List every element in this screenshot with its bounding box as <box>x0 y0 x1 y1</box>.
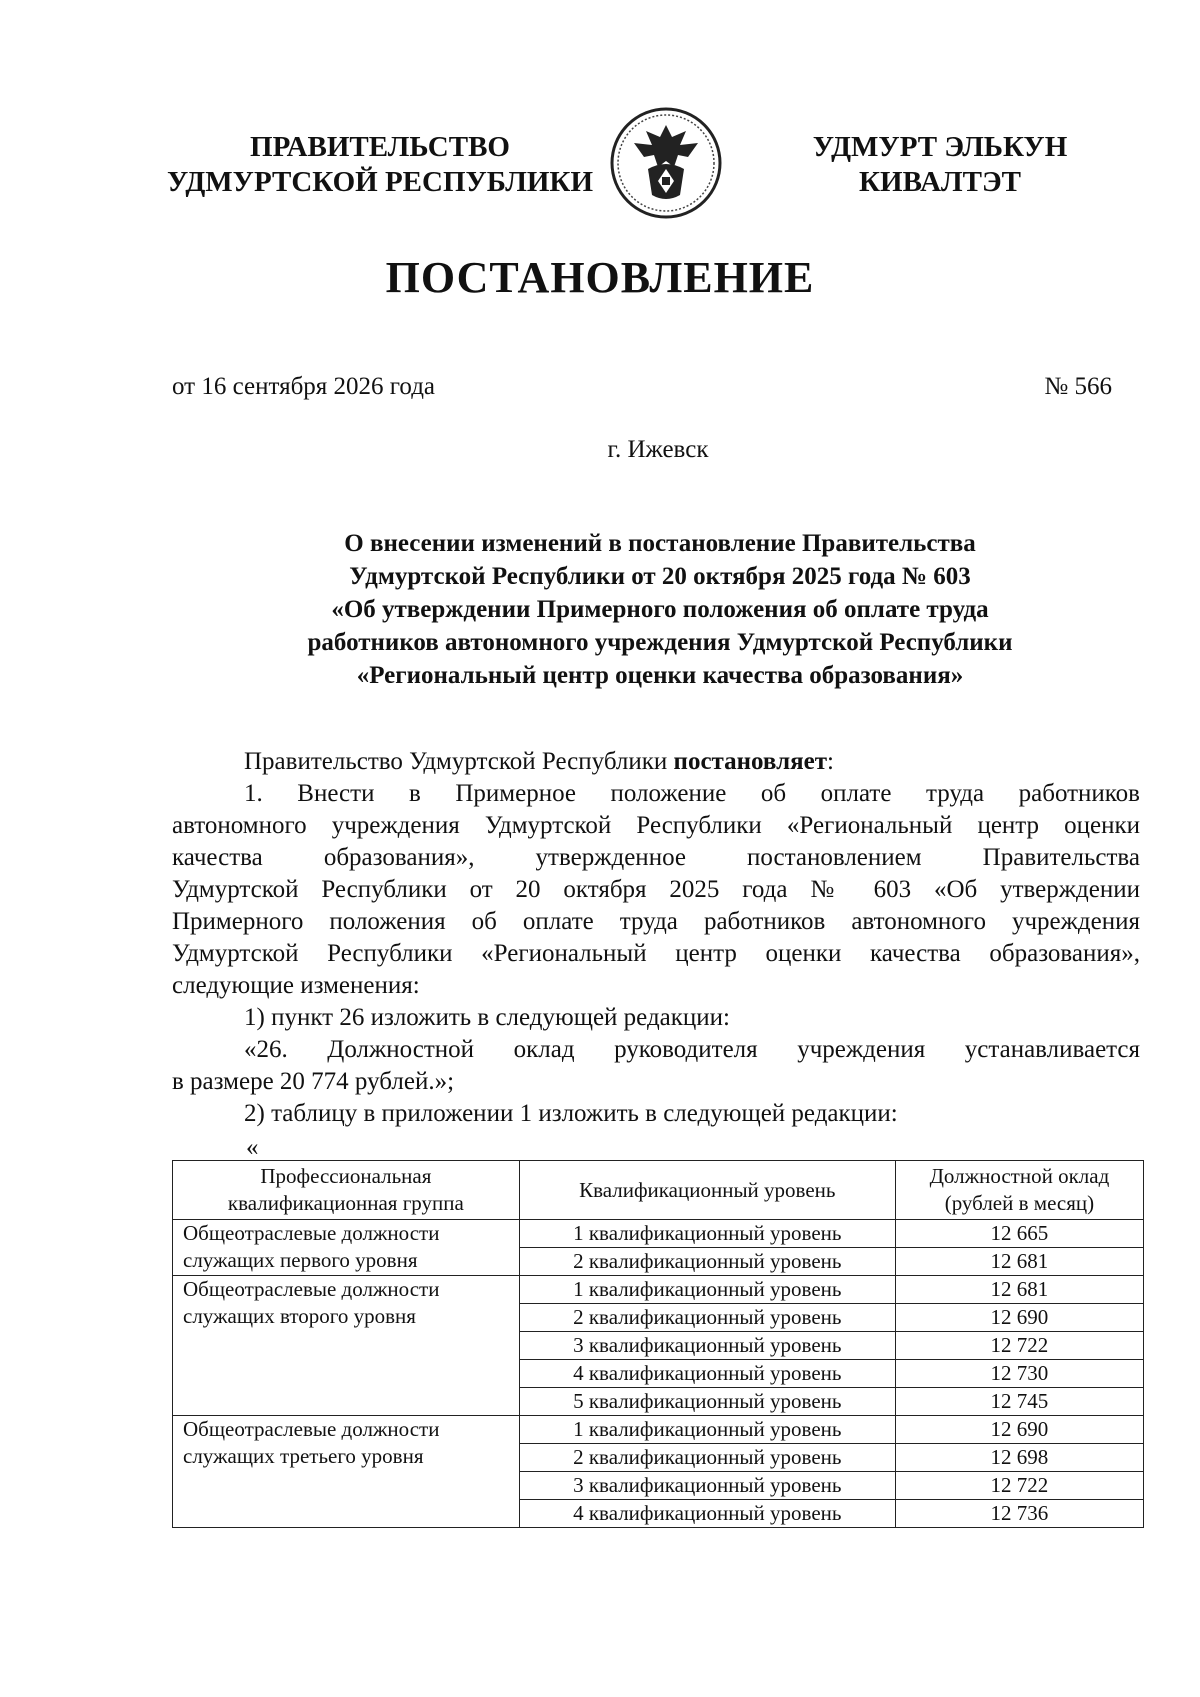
coat-of-arms-icon <box>608 105 724 221</box>
document-city: г. Ижевск <box>607 436 709 463</box>
table-header-row <box>173 1161 1144 1220</box>
paragraph-line: Примерного положения об оплате труда работников автономного учреждения <box>172 908 1140 935</box>
salary-cell: 12 736 <box>895 1500 1143 1528</box>
level-cell: 4 квалификационный уровень <box>519 1360 895 1388</box>
salary-table <box>172 1160 1144 1528</box>
group-cell: Общеотраслевые должности служащих третьего уровня <box>173 1416 520 1528</box>
heading-line: Удмуртской Республики от 20 октября 2025 года № 603 <box>349 563 971 590</box>
intro-verb: постановляет <box>673 748 828 775</box>
salary-cell: 12 681 <box>895 1276 1143 1304</box>
paragraph-line: следующие изменения: <box>172 972 420 999</box>
intro-paragraph <box>172 746 1140 778</box>
salary-cell: 12 681 <box>895 1248 1143 1276</box>
paragraph-line: Удмуртской Республики «Региональный центр оценки качества образования», <box>172 940 1140 967</box>
document-type-title: ПОСТАНОВЛЕНИЕ <box>385 253 815 302</box>
header-group: Профессиональная квалификационная группа <box>173 1161 520 1220</box>
heading-line: «Об утверждении Примерного положения об оплате труда <box>331 596 989 623</box>
document-heading <box>160 527 1160 692</box>
level-cell: 3 квалификационный уровень <box>519 1472 895 1500</box>
government-name-line: УДМУРТСКОЙ РЕСПУБЛИКИ <box>166 166 594 198</box>
document-number: № 566 <box>1044 373 1112 400</box>
quote-open-mark: « <box>246 1134 259 1161</box>
intro-colon: : <box>827 748 834 775</box>
government-name-line: ПРАВИТЕЛЬСТВО <box>250 131 510 163</box>
list-item: 2) таблицу в приложении 1 изложить в следующей редакции: <box>244 1100 898 1127</box>
table-row <box>173 1276 1144 1304</box>
header-salary: Должностной оклад (рублей в месяц) <box>895 1161 1143 1220</box>
heading-line: О внесении изменений в постановление Правительства <box>344 530 976 557</box>
level-cell: 3 квалификационный уровень <box>519 1332 895 1360</box>
level-cell: 5 квалификационный уровень <box>519 1388 895 1416</box>
salary-cell: 12 698 <box>895 1444 1143 1472</box>
salary-cell: 12 730 <box>895 1360 1143 1388</box>
group-cell: Общеотраслевые должности служащих второго уровня <box>173 1276 520 1416</box>
paragraph-line: Удмуртской Республики от 20 октября 2025 года № 603 «Об утверждении <box>172 876 1140 903</box>
document-date: от 16 сентября 2026 года <box>172 373 436 400</box>
level-cell: 1 квалификационный уровень <box>519 1276 895 1304</box>
level-cell: 1 квалификационный уровень <box>519 1220 895 1248</box>
quoted-line: «26. Должностной оклад руководителя учреждения устанавливается <box>244 1036 1140 1063</box>
group-cell: Общеотраслевые должности служащих первого уровня <box>173 1220 520 1276</box>
quoted-line: в размере 20 774 рублей.»; <box>172 1068 455 1095</box>
level-cell: 1 квалификационный уровень <box>519 1416 895 1444</box>
salary-cell: 12 722 <box>895 1472 1143 1500</box>
government-name-udmurt <box>790 130 1090 200</box>
government-name-russian <box>150 130 610 200</box>
heading-line: работников автономного учреждения Удмуртской Республики <box>307 629 1013 656</box>
table-row <box>173 1220 1144 1248</box>
salary-cell: 12 665 <box>895 1220 1143 1248</box>
government-name-line: КИВАЛТЭТ <box>858 166 1021 198</box>
salary-cell: 12 690 <box>895 1304 1143 1332</box>
salary-cell: 12 722 <box>895 1332 1143 1360</box>
paragraph-line: автономного учреждения Удмуртской Республики «Региональный центр оценки <box>172 812 1140 839</box>
salary-cell: 12 690 <box>895 1416 1143 1444</box>
level-cell: 4 квалификационный уровень <box>519 1500 895 1528</box>
level-cell: 2 квалификационный уровень <box>519 1304 895 1332</box>
paragraph-line: качества образования», утвержденное постановлением Правительства <box>172 844 1140 871</box>
intro-text: Правительство Удмуртской Республики <box>244 748 674 775</box>
heading-line: «Региональный центр оценки качества образования» <box>356 662 964 689</box>
table-row <box>173 1416 1144 1444</box>
header-level: Квалификационный уровень <box>519 1161 895 1220</box>
government-name-line: УДМУРТ ЭЛЬКУН <box>812 131 1068 163</box>
level-cell: 2 квалификационный уровень <box>519 1248 895 1276</box>
paragraph-line: 1. Внести в Примерное положение об оплате труда работников <box>244 780 1140 807</box>
salary-cell: 12 745 <box>895 1388 1143 1416</box>
level-cell: 2 квалификационный уровень <box>519 1444 895 1472</box>
document-body <box>172 746 1140 1130</box>
list-item: 1) пункт 26 изложить в следующей редакции: <box>244 1004 730 1031</box>
